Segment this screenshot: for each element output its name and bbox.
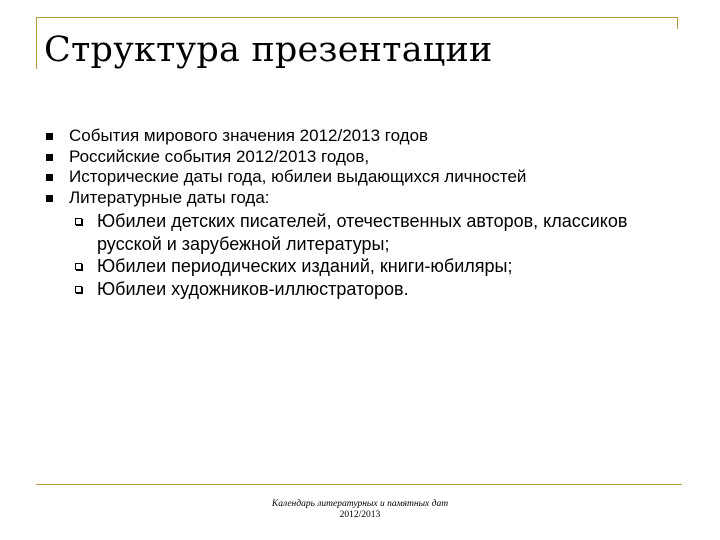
bottom-divider-line [36, 484, 682, 485]
slide-footer [200, 499, 520, 521]
footer-caption: Календарь литературных и памятных дат [271, 499, 449, 509]
square-bullet-icon [46, 174, 53, 181]
sub-list-item [46, 210, 686, 255]
slide-title: Структура презентации [44, 30, 493, 70]
list-item [46, 126, 686, 147]
square-bullet-icon [46, 133, 53, 140]
checkbox-bullet-icon [75, 263, 82, 270]
bullet-list [46, 126, 686, 300]
list-item [46, 188, 686, 209]
square-bullet-icon [46, 195, 53, 202]
list-item-text: Российские события 2012/2013 годов, [69, 146, 370, 166]
list-item-text: Литературные даты года: [69, 187, 270, 207]
checkbox-bullet-icon [75, 218, 82, 225]
square-bullet-icon [46, 154, 53, 161]
checkbox-bullet-icon [75, 286, 82, 293]
sub-list-item-text: Юбилеи периодических изданий, книги-юбиляры; [97, 256, 513, 276]
list-item-text: Исторические даты года, юбилеи выдающихся личностей [69, 167, 527, 186]
sub-list-item [46, 278, 686, 301]
list-item [46, 167, 686, 188]
footer-year: 2012/2013 [339, 510, 381, 520]
sub-list-item-text: Юбилеи детских писателей, отечественных авторов, классиков русской и зарубежной литературы; [97, 211, 628, 254]
sub-list-item-text: Юбилеи художников-иллюстраторов. [97, 278, 409, 299]
list-item-text: События мирового значения 2012/2013 годов [69, 126, 429, 145]
right-divider-line [677, 17, 678, 29]
list-item [46, 147, 686, 168]
sub-list-item [46, 255, 686, 278]
left-divider-line [36, 17, 37, 69]
top-divider-line [36, 17, 678, 18]
